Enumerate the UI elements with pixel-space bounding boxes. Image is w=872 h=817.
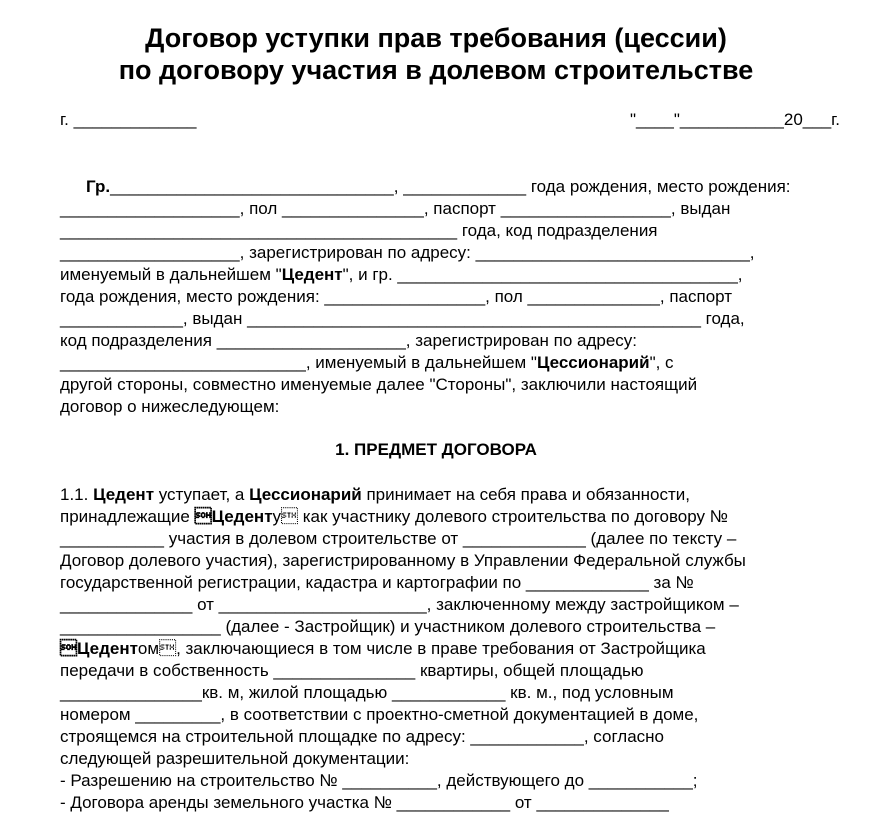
section1-line: следующей разрешительной документации: — [60, 749, 410, 768]
section1-line: ___________ участия в долевом строительстве от _____________ (далее по тексту – — [60, 529, 737, 548]
section1-line: принадлежащие Цеденту как участнику долевого строительства по договору № — [60, 507, 728, 526]
parties-line: Гр.______________________________, _____________ года рождения, место рождения: — [86, 177, 791, 196]
section1-line: номером _________, в соответствии с проектно-сметной документацией в доме, — [60, 705, 699, 724]
parties-line: другой стороны, совместно именуемые далее "Стороны", заключили настоящий — [60, 375, 698, 394]
section1-line: Цедентом, заключающиеся в том числе в праве требования от Застройщика — [60, 639, 706, 658]
city-field: г. _____________ — [60, 110, 197, 129]
parties-line: код подразделения ____________________, зарегистрирован по адресу: — [60, 331, 638, 350]
parties-line: года рождения, место рождения: _________________, пол ______________, паспорт — [60, 287, 733, 306]
section1-line: - Договора аренды земельного участка № ____________ от ______________ — [60, 793, 669, 812]
section-1-heading: 1. ПРЕДМЕТ ДОГОВОРА — [335, 440, 537, 459]
section1-line: - Разрешению на строительство № __________, действующего до ___________; — [60, 771, 698, 790]
section1-line: государственной регистрации, кадастра и картографии по _____________ за № — [60, 573, 694, 592]
section1-line: ______________ от ______________________, заключенному между застройщиком – — [60, 595, 739, 614]
date-field: "____"___________20___г. — [629, 110, 840, 129]
parties-line: договор о нижеследующем: — [60, 397, 280, 416]
section1-line: Договор долевого участия), зарегистрированному в Управлении Федеральной службы — [60, 551, 746, 570]
parties-line: _____________, выдан ________________________________________________ года, — [60, 309, 745, 328]
section1-line: строящемся на строительной площадке по адресу: ____________, согласно — [60, 727, 664, 746]
document-title-line-1: Договор уступки прав требования (цессии) — [145, 23, 727, 53]
section1-line: 1.1. Цедент уступает, а Цессионарий принимает на себя права и обязанности, — [60, 485, 691, 504]
section1-line: передачи в собственность _______________ квартиры, общей площадью — [60, 661, 644, 680]
parties-line: именуемый в дальнейшем "Цедент", и гр. ____________________________________, — [60, 265, 743, 284]
document-title-line-2: по договору участия в долевом строительстве — [118, 55, 754, 85]
section1-line: _________________ (далее - Застройщик) и участником долевого строительства – — [60, 617, 716, 636]
section1-line: _______________кв. м, жилой площадью ____________ кв. м., под условным — [60, 683, 674, 702]
parties-line: __________________________________________ года, код подразделения — [60, 221, 658, 240]
parties-line: ___________________, пол _______________, паспорт __________________, выдан — [60, 199, 731, 218]
parties-line: __________________________, именуемый в дальнейшем "Цессионарий", с — [60, 353, 674, 372]
parties-line: ___________________, зарегистрирован по адресу: _____________________________, — [60, 243, 755, 262]
